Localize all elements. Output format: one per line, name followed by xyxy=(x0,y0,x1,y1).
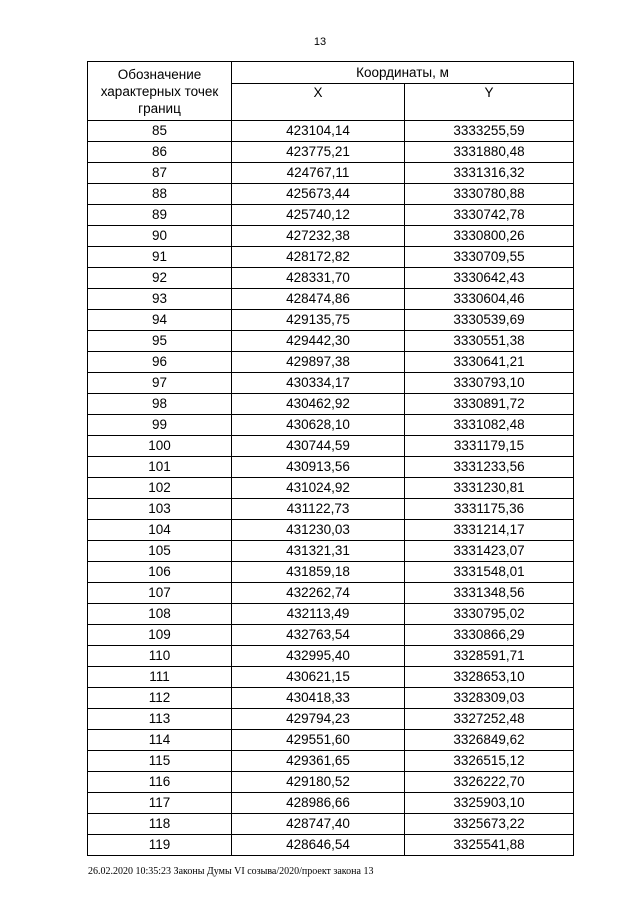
point-cell: 114 xyxy=(88,730,232,751)
header-coordinates: Координаты, м xyxy=(232,62,574,84)
x-cell: 428474,86 xyxy=(232,289,405,310)
table-row xyxy=(88,562,574,583)
table-row xyxy=(88,373,574,394)
point-cell: 87 xyxy=(88,163,232,184)
y-cell: 3330795,02 xyxy=(405,604,574,625)
table-body xyxy=(88,121,574,856)
point-cell: 104 xyxy=(88,520,232,541)
point-cell: 105 xyxy=(88,541,232,562)
x-cell: 430744,59 xyxy=(232,436,405,457)
point-cell: 116 xyxy=(88,772,232,793)
y-cell: 3325903,10 xyxy=(405,793,574,814)
x-cell: 428331,70 xyxy=(232,268,405,289)
y-cell: 3330891,72 xyxy=(405,394,574,415)
point-cell: 90 xyxy=(88,226,232,247)
header-x: X xyxy=(232,84,405,121)
header-y: Y xyxy=(405,84,574,121)
point-cell: 117 xyxy=(88,793,232,814)
table-row xyxy=(88,205,574,226)
y-cell: 3331348,56 xyxy=(405,583,574,604)
y-cell: 3331175,36 xyxy=(405,499,574,520)
table-row xyxy=(88,289,574,310)
table-row xyxy=(88,478,574,499)
x-cell: 431859,18 xyxy=(232,562,405,583)
table-row xyxy=(88,772,574,793)
y-cell: 3330539,69 xyxy=(405,310,574,331)
x-cell: 430462,92 xyxy=(232,394,405,415)
table-row xyxy=(88,142,574,163)
y-cell: 3328591,71 xyxy=(405,646,574,667)
y-cell: 3328309,03 xyxy=(405,688,574,709)
x-cell: 429897,38 xyxy=(232,352,405,373)
table-row xyxy=(88,814,574,835)
y-cell: 3330866,29 xyxy=(405,625,574,646)
x-cell: 432995,40 xyxy=(232,646,405,667)
point-cell: 93 xyxy=(88,289,232,310)
x-cell: 423775,21 xyxy=(232,142,405,163)
x-cell: 430913,56 xyxy=(232,457,405,478)
table-row xyxy=(88,667,574,688)
page-number: 13 xyxy=(313,36,327,48)
table-row xyxy=(88,163,574,184)
y-cell: 3331423,07 xyxy=(405,541,574,562)
point-cell: 103 xyxy=(88,499,232,520)
x-cell: 428986,66 xyxy=(232,793,405,814)
table-row xyxy=(88,709,574,730)
x-cell: 429135,75 xyxy=(232,310,405,331)
coordinates-table xyxy=(87,61,574,856)
table-row xyxy=(88,247,574,268)
x-cell: 430334,17 xyxy=(232,373,405,394)
point-cell: 98 xyxy=(88,394,232,415)
y-cell: 3331082,48 xyxy=(405,415,574,436)
y-cell: 3330604,46 xyxy=(405,289,574,310)
y-cell: 3330780,88 xyxy=(405,184,574,205)
y-cell: 3327252,48 xyxy=(405,709,574,730)
x-cell: 432262,74 xyxy=(232,583,405,604)
y-cell: 3331880,48 xyxy=(405,142,574,163)
x-cell: 430621,15 xyxy=(232,667,405,688)
table-row xyxy=(88,415,574,436)
point-cell: 101 xyxy=(88,457,232,478)
x-cell: 431321,31 xyxy=(232,541,405,562)
point-cell: 85 xyxy=(88,121,232,142)
x-cell: 424767,11 xyxy=(232,163,405,184)
footer-stamp: 26.02.2020 10:35:23 Законы Думы VI созыва/2020/проект закона 13 xyxy=(88,866,374,877)
x-cell: 425740,12 xyxy=(232,205,405,226)
y-cell: 3330742,78 xyxy=(405,205,574,226)
y-cell: 3330551,38 xyxy=(405,331,574,352)
point-cell: 110 xyxy=(88,646,232,667)
x-cell: 432113,49 xyxy=(232,604,405,625)
table-row xyxy=(88,583,574,604)
y-cell: 3331548,01 xyxy=(405,562,574,583)
table-row xyxy=(88,268,574,289)
x-cell: 429180,52 xyxy=(232,772,405,793)
x-cell: 429442,30 xyxy=(232,331,405,352)
y-cell: 3331230,81 xyxy=(405,478,574,499)
point-cell: 94 xyxy=(88,310,232,331)
table-row xyxy=(88,499,574,520)
point-cell: 119 xyxy=(88,835,232,856)
table-row xyxy=(88,625,574,646)
x-cell: 427232,38 xyxy=(232,226,405,247)
point-cell: 106 xyxy=(88,562,232,583)
table-row xyxy=(88,226,574,247)
point-cell: 100 xyxy=(88,436,232,457)
table-row xyxy=(88,184,574,205)
table-row xyxy=(88,352,574,373)
x-cell: 432763,54 xyxy=(232,625,405,646)
x-cell: 423104,14 xyxy=(232,121,405,142)
point-cell: 88 xyxy=(88,184,232,205)
table-row xyxy=(88,121,574,142)
x-cell: 430418,33 xyxy=(232,688,405,709)
y-cell: 3325541,88 xyxy=(405,835,574,856)
table-header xyxy=(88,62,574,121)
point-cell: 118 xyxy=(88,814,232,835)
y-cell: 3326515,12 xyxy=(405,751,574,772)
table-row xyxy=(88,331,574,352)
y-cell: 3326849,62 xyxy=(405,730,574,751)
table-row xyxy=(88,541,574,562)
x-cell: 431024,92 xyxy=(232,478,405,499)
x-cell: 431122,73 xyxy=(232,499,405,520)
point-cell: 95 xyxy=(88,331,232,352)
point-cell: 109 xyxy=(88,625,232,646)
x-cell: 430628,10 xyxy=(232,415,405,436)
table-row xyxy=(88,457,574,478)
table-row xyxy=(88,394,574,415)
table-row xyxy=(88,793,574,814)
table-row xyxy=(88,688,574,709)
x-cell: 428172,82 xyxy=(232,247,405,268)
x-cell: 429361,65 xyxy=(232,751,405,772)
y-cell: 3330642,43 xyxy=(405,268,574,289)
y-cell: 3331316,32 xyxy=(405,163,574,184)
point-cell: 107 xyxy=(88,583,232,604)
point-cell: 92 xyxy=(88,268,232,289)
header-points: Обозначение характерных точек границ xyxy=(88,62,232,121)
y-cell: 3326222,70 xyxy=(405,772,574,793)
table-row xyxy=(88,604,574,625)
y-cell: 3330641,21 xyxy=(405,352,574,373)
y-cell: 3331214,17 xyxy=(405,520,574,541)
y-cell: 3330709,55 xyxy=(405,247,574,268)
point-cell: 113 xyxy=(88,709,232,730)
x-cell: 428646,54 xyxy=(232,835,405,856)
point-cell: 96 xyxy=(88,352,232,373)
point-cell: 112 xyxy=(88,688,232,709)
table-row xyxy=(88,730,574,751)
point-cell: 108 xyxy=(88,604,232,625)
point-cell: 99 xyxy=(88,415,232,436)
y-cell: 3328653,10 xyxy=(405,667,574,688)
point-cell: 89 xyxy=(88,205,232,226)
x-cell: 431230,03 xyxy=(232,520,405,541)
point-cell: 102 xyxy=(88,478,232,499)
x-cell: 429551,60 xyxy=(232,730,405,751)
table-row xyxy=(88,751,574,772)
y-cell: 3331233,56 xyxy=(405,457,574,478)
point-cell: 115 xyxy=(88,751,232,772)
table-row xyxy=(88,646,574,667)
x-cell: 428747,40 xyxy=(232,814,405,835)
y-cell: 3330800,26 xyxy=(405,226,574,247)
x-cell: 425673,44 xyxy=(232,184,405,205)
table-row xyxy=(88,835,574,856)
x-cell: 429794,23 xyxy=(232,709,405,730)
point-cell: 111 xyxy=(88,667,232,688)
table-row xyxy=(88,310,574,331)
y-cell: 3330793,10 xyxy=(405,373,574,394)
table-row xyxy=(88,436,574,457)
table-row xyxy=(88,520,574,541)
point-cell: 91 xyxy=(88,247,232,268)
y-cell: 3331179,15 xyxy=(405,436,574,457)
y-cell: 3333255,59 xyxy=(405,121,574,142)
point-cell: 97 xyxy=(88,373,232,394)
y-cell: 3325673,22 xyxy=(405,814,574,835)
point-cell: 86 xyxy=(88,142,232,163)
